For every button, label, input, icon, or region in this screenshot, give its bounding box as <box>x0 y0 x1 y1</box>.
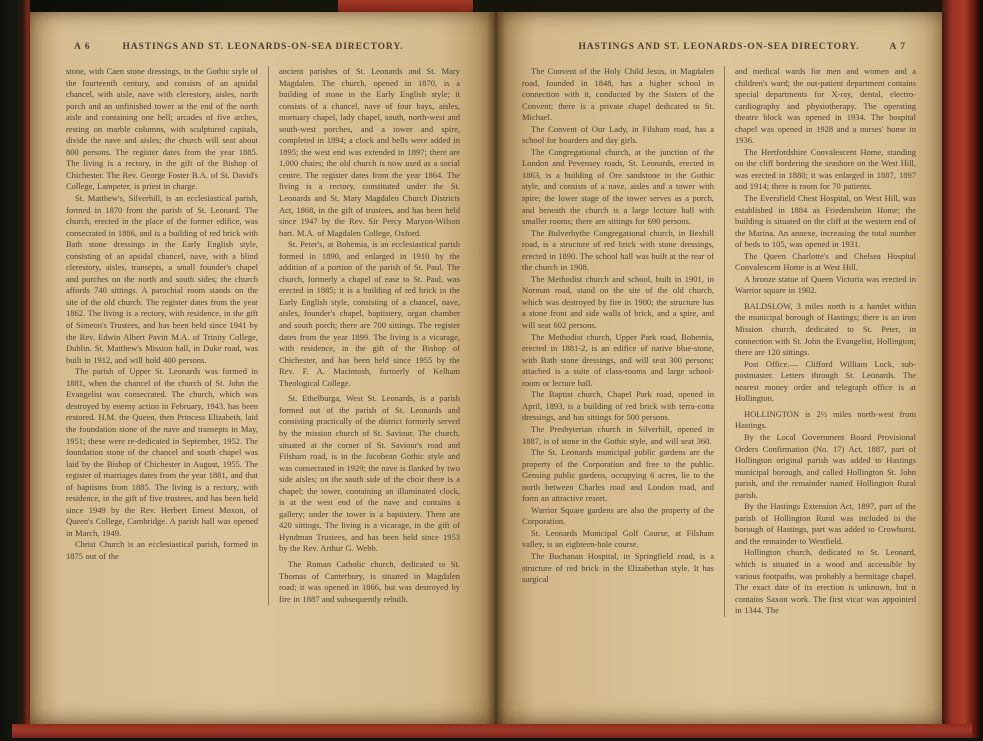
paragraph: Post Office.— Clifford William Luck, sub-postmaster. Letters through St. Leonards. The nearest money order and telegraph office is at Hollington. <box>735 358 916 404</box>
left-page-columns <box>30 66 496 605</box>
paragraph: The Presbyterian church in Silverhill, opened in 1887, is of stone in the Gothic style, and will seat 360. <box>522 423 714 446</box>
paragraph: The Congregational church, at the junction of the London and Pevensey roads, St. Leonards, erected in 1863, is a building of Ore sandstone in the Gothic style, and consists of a nave, aisles and a tower with spire; the lower stage of the tower serves as a porch, and beneath the church is a large lecture hall with smaller rooms; there are sittings for 690 persons. <box>522 146 714 227</box>
paragraph: St. Peter's, at Bohemia, is an ecclesiastical parish formed in 1890, and enlarged in 1910 by the addition of a portion of the parish of St. Paul. The church, formerly a chapel of ease to St. Paul, was erected in 1885; it is a building of red brick in the Early English style, consisting of a chancel, nave, aisles, founder's chapel, baptistery, organ chamber and south porch; there are 700 sittings. The register dates from the year 1899. The living is a vicarage, with residence, in the gift of the Bishop of Chichester, and has been held since 1955 by the Rev. F. A. Macintosh, formerly of Kelham Theological College. <box>279 239 460 388</box>
book-cover-left-edge <box>0 0 30 741</box>
right-page-header <box>526 42 912 60</box>
right-page <box>496 12 942 724</box>
paragraph: By the Local Government Board Provisional Orders Confirmation (No. 17) Act, 1887, part of Hollington original parish was added to Hastings municipal borough, and called Hollington St. John parish, and the remainder named Hollington Rural parish. <box>735 431 916 500</box>
left-running-title: HASTINGS AND ST. LEONARDS-ON-SEA DIRECTORY. <box>122 42 404 52</box>
book-cover-right-edge <box>942 0 983 741</box>
paragraph: The Methodist church, Upper Park road, Bohemia, erected in 1881-2, is an edifice of native blue-stone, with Bath stone dressings, and will seat 300 persons; attached is a suite of class-rooms and large school-room or lecture hall. <box>522 331 714 388</box>
paragraph: St. Ethelburga, West St. Leonards, is a parish formed out of the parish of St. Leonards and consisting practically of the district formerly served by the mission church of St. Saviour. The church, situated at the corner of St. Saviour's road and Filsham road, is in the Jacobean Gothic style and was consecrated in 1929; the nave is flanked by two side aisles; on the south side of the choir there is a chapel; the tower, containing an illuminated clock, is at the west end of the nave and contains a gallery; under the tower is a baptistery. There are 420 sittings. The living is a vicarage, in the gift of Hyndman Trustees, and has been held since 1953 by the Rev. Arthur G. Webb. <box>279 393 460 554</box>
paragraph: BALDSLOW, 3 miles north is a hamlet within the municipal borough of Hastings; there is an iron Mission church, dedicated to St. Peter, in connection with St. John the Evangelist, Hollington; there are 120 sittings. <box>735 300 916 358</box>
paragraph: The Hertfordshire Convalescent Home, standing on the cliff bordering the seashore on the West Hill, was erected in 1880; it was enlarged in 1887, 1897 and 1914; there is room for 70 patients. <box>735 146 916 192</box>
paragraph: The parish of Upper St. Leonards was formed in 1881, when the chancel of the church of St. John the Evangelist was consecrated. The church, which was destroyed by enemy action in February, 1943, has been restored. H.M. the Queen, then Princess Elizabeth, laid the foundation stone of the nave and transepts in May, 1951; these were re-dedicated in September, 1952. The foundation stone of the chancel and south chapel was laid by the Bishop of Chichester in August, 1955. The register of marriages dates from the year 1881, and that of baptisms from 1885. The living is a rectory, with residence, in the gift of five trustees, and has been held since 1949 by the Rev. Herbert Ernest Moxon, of Queen's College, Cambridge. A parish hall was opened in March, 1949. <box>66 366 258 538</box>
paragraph: The Methodist church and school, built in 1901, in Norman road, stand on the site of the old church, which was destroyed by fire in 1900; the structure has a stone front and side walls of brick, and a spire, and will seat 602 persons. <box>522 273 714 331</box>
paragraph: The Convent of the Holy Child Jesus, in Magdalen road, founded in 1848, has a higher school in connection with it, conducted by the Sisters of the Convent; there is a private chapel dedicated to St. Michael. <box>522 66 714 123</box>
right-page-column-2 <box>724 66 916 617</box>
right-running-title: HASTINGS AND ST. LEONARDS-ON-SEA DIRECTORY. <box>578 42 860 52</box>
paragraph: Christ Church is an ecclesiastical parish, formed in 1875 out of the <box>66 539 258 561</box>
paragraph: Hollington church, dedicated to St. Leonard, which is situated in a wood and accessible by various footpaths, was probably a hermitage chapel. The exact date of its erection is unknown, but it contains Saxon work. The first vicar was appointed in 1344. The <box>735 547 916 616</box>
right-page-number: A 7 <box>889 42 906 52</box>
paragraph: HOLLINGTON is 2½ miles north-west from Hastings. <box>735 408 916 431</box>
paragraph: The Roman Catholic church, dedicated to St. Thomas of Canterbury, is situated in Magdalen road; it was opened in 1866, but was destroyed by fire in 1887 and subsequently rebuilt. <box>279 558 460 604</box>
paragraph: The Buchanan Hospital, in Springfield road, is a structure of red brick in the Elizabethan style. It has surgical <box>522 550 714 585</box>
left-page-column-1 <box>66 66 258 605</box>
paragraph: A bronze statue of Queen Victoria was erected in Warrior square in 1902. <box>735 273 916 296</box>
paragraph: St. Matthew's, Silverhill, is an ecclesiastical parish, formed in 1870 from the parish of St. Leonard. The church, erected in the place of the former edifice, was consecrated in 1886, and is a building of red brick with Bath stone dressings in the Early English style, consisting of an apsidal chancel, nave, with a blind clerestory, aisles, transepts, a small founder's chapel and porches on the north and south sides; the church affords 740 sittings. A parochial room stands on the site of the old church. The register dates from the year 1862. The living is a rectory, with residence, in the gift of Simeon's Trustees, and has been held since 1941 by the Rev. Edwin Albert Pavitt M.A. of Trinity College, Dublin. St. Matthew's Mission hall, in Duke road, was built in 1912, and will hold 400 persons. <box>66 193 258 365</box>
paragraph: By the Hastings Extension Act, 1897, part of the parish of Hollington Rural was included in the borough of Hastings, part was added to Crowhurst, and the remainder to Westfield. <box>735 501 916 546</box>
left-page-number: A 6 <box>74 42 91 52</box>
paragraph: Warrior Square gardens are also the property of the Corporation. <box>522 504 714 527</box>
paragraph: The Convent of Our Lady, in Filsham road, has a school for boarders and day girls. <box>522 123 714 146</box>
paragraph: and medical wards for men and women and a children's ward; the out-patient department contains special departments for X-ray, dental, electro-cardiography and physiotherapy. The operating theatre block was opened in 1934. The hospital chapel was opened in 1928 and a nurses' home in 1936. <box>735 66 916 146</box>
paragraph: stone, with Caen stone dressings, in the Gothic style of the fourteenth century, and consists of an apsidal chancel, with aisle, nave with clerestory, aisles, north porch and an unfinished tower at the end of the north aisle and containing one bell; arcades of five arches, resting on marble columns, with sculptured capitals, divide the nave and aisles; the church will seat about 800 persons. The register dates from the year 1885. The living is a rectory, in the gift of the Bishop of Chichester. The Rev. George Foster B.A. of St. David's College, Lampeter, is priest in charge. <box>66 66 258 192</box>
left-page <box>30 12 496 724</box>
right-page-column-1 <box>522 66 714 617</box>
paragraph: The Baptist church, Chapel Park road, opened in April, 1893, is a building of red brick with terra-cotta dressings, and has sittings for 500 persons. <box>522 389 714 423</box>
paragraph: The Queen Charlotte's and Chelsea Hospital Convalescent Home is at West Hill. <box>735 250 916 273</box>
paragraph: ancient parishes of St. Leonards and St. Mary Magdalen. The church, opened in 1870, is a building of stone in the Early English style; it consists of a chancel, nave of four bays, aisles, mortuary chapel, lady chapel, south, north-west and south-west porches, and a tower and spire, completed in 1894; a clock and bells were added in 1895; the west end was extended in 1897; there are 1,000 chairs; the old church is now used as a social centre. The register dates from the year 1864. The living is a rectory, constituted under the St. Leonards and St. Mary Magdalen Church Districts Act, 1868, in the gift of trustees, and has been held since 1947 by the Rev. Sir Percy Maryon-Wilson bart. M.A. of Magdalen College, Oxford. <box>279 66 460 238</box>
book-cover-bottom-edge <box>12 724 972 739</box>
paragraph: The Eversfield Chest Hospital, on West Hill, was established in 1884 as Friedensheim Home; the building is situated on the cliff at the western end of the Marina. An annexe, increasing the total number of beds to 105, was opened in 1931. <box>735 193 916 250</box>
right-page-columns <box>496 66 942 617</box>
paragraph: St. Leonards Municipal Golf Course, at Filsham valley, is an eighteen-hole course. <box>522 527 714 550</box>
left-page-header <box>60 42 466 60</box>
left-page-column-2 <box>268 66 460 605</box>
book-cover-top-edge <box>0 0 983 12</box>
paragraph: The St. Leonards municipal public gardens are the property of the Corporation and free to the public. Gensing public gardens, occupying 6 acres, lie to the north between Charles road and London road, and form an attractive resort. <box>522 447 714 504</box>
book-cover-top-red-edge <box>338 0 473 12</box>
paragraph: The Bulverhythe Congregational church, in Bexhill road, is a structure of red brick with stone dressings, erected in 1890. The school hall was built at the rear of the church in 1908. <box>522 227 714 273</box>
